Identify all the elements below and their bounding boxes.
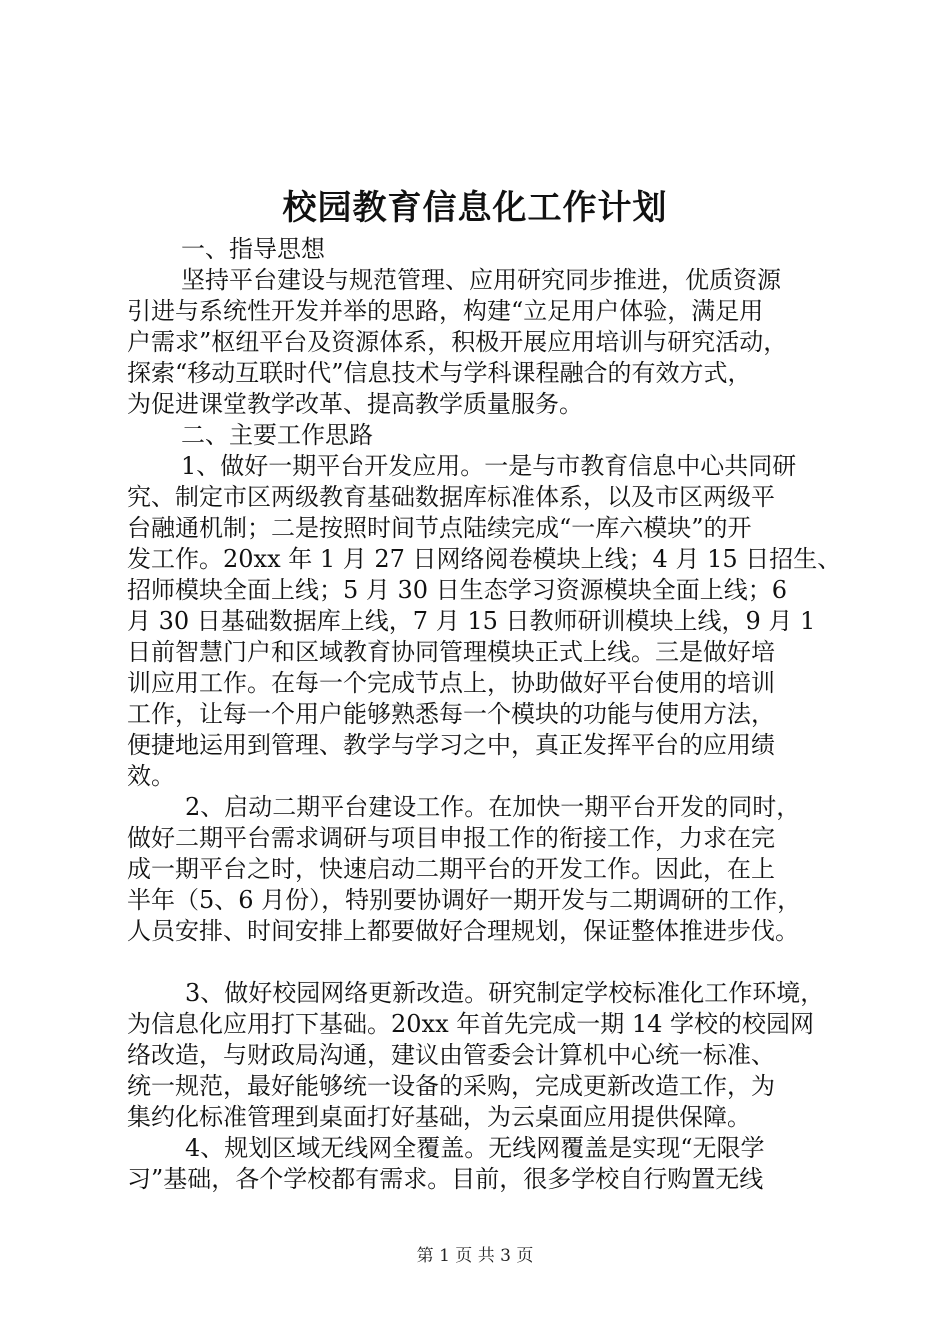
heading-main-work-ideas: 二、主要工作思路 [181, 421, 373, 449]
paragraph-line: 月 30 日基础数据库上线，7 月 15 日教师研训模块上线，9 月 1 [127, 607, 816, 635]
paragraph-line: 习”基础，各个学校都有需求。目前，很多学校自行购置无线 [127, 1165, 764, 1193]
paragraph-line: 络改造，与财政局沟通，建议由管委会计算机中心统一标准、 [127, 1041, 775, 1069]
document-body [127, 234, 847, 1195]
paragraph-line: 工作，让每一个用户能够熟悉每一个模块的功能与使用方法， [127, 700, 775, 728]
paragraph-line: 集约化标准管理到桌面打好基础，为云桌面应用提供保障。 [127, 1103, 751, 1131]
paragraph-line: 3、做好校园网络更新改造。研究制定学校标准化工作环境， [185, 979, 825, 1007]
paragraph-line: 成一期平台之时，快速启动二期平台的开发工作。因此，在上 [127, 855, 775, 883]
heading-guiding-ideology: 一、指导思想 [181, 235, 325, 263]
paragraph-line: 2、启动二期平台建设工作。在加快一期平台开发的同时， [185, 793, 801, 821]
paragraph-line: 探索“移动互联时代”信息技术与学科课程融合的有效方式， [127, 359, 752, 387]
paragraph-line: 便捷地运用到管理、教学与学习之中，真正发挥平台的应用绩 [127, 731, 775, 759]
paragraph-line: 做好二期平台需求调研与项目申报工作的衔接工作，力求在完 [127, 824, 775, 852]
paragraph-line: 统一规范，最好能够统一设备的采购，完成更新改造工作，为 [127, 1072, 775, 1100]
page-footer: 第 1 页 共 3 页 [416, 1246, 534, 1266]
paragraph-line: 户需求”枢纽平台及资源体系，积极开展应用培训与研究活动， [127, 328, 788, 356]
paragraph-line: 1、做好一期平台开发应用。一是与市教育信息中心共同研 [181, 452, 797, 480]
paragraph-line: 坚持平台建设与规范管理、应用研究同步推进，优质资源 [181, 266, 781, 294]
paragraph-line: 为促进课堂教学改革、提高教学质量服务。 [127, 390, 583, 418]
paragraph-line: 究、制定市区两级教育基础数据库标准体系，以及市区两级平 [127, 483, 775, 511]
paragraph-line: 台融通机制；二是按照时间节点陆续完成“一库六模块”的开 [127, 514, 752, 542]
paragraph-line: 训应用工作。在每一个完成节点上，协助做好平台使用的培训 [127, 669, 775, 697]
paragraph-line: 引进与系统性开发并举的思路，构建“立足用户体验，满足用 [127, 297, 764, 325]
paragraph-line: 半年（5、6 月份），特别要协调好一期开发与二期调研的工作， [127, 886, 802, 914]
paragraph-line: 4、规划区域无线网全覆盖。无线网覆盖是实现“无限学 [185, 1134, 765, 1162]
paragraph-line: 为信息化应用打下基础。20xx 年首先完成一期 14 学校的校园网 [127, 1010, 815, 1038]
paragraph-line: 人员安排、时间安排上都要做好合理规划，保证整体推进步伐。 [127, 917, 799, 945]
paragraph-line: 效。 [127, 762, 175, 790]
paragraph-line: 日前智慧门户和区域教育协同管理模块正式上线。三是做好培 [127, 638, 775, 666]
paragraph-line: 发工作。20xx 年 1 月 27 日网络阅卷模块上线；4 月 15 日招生、 [127, 545, 842, 573]
document-title: 校园教育信息化工作计划 [282, 188, 668, 228]
paragraph-line: 招师模块全面上线；5 月 30 日生态学习资源模块全面上线；6 [127, 576, 787, 604]
blank-line [127, 947, 847, 978]
